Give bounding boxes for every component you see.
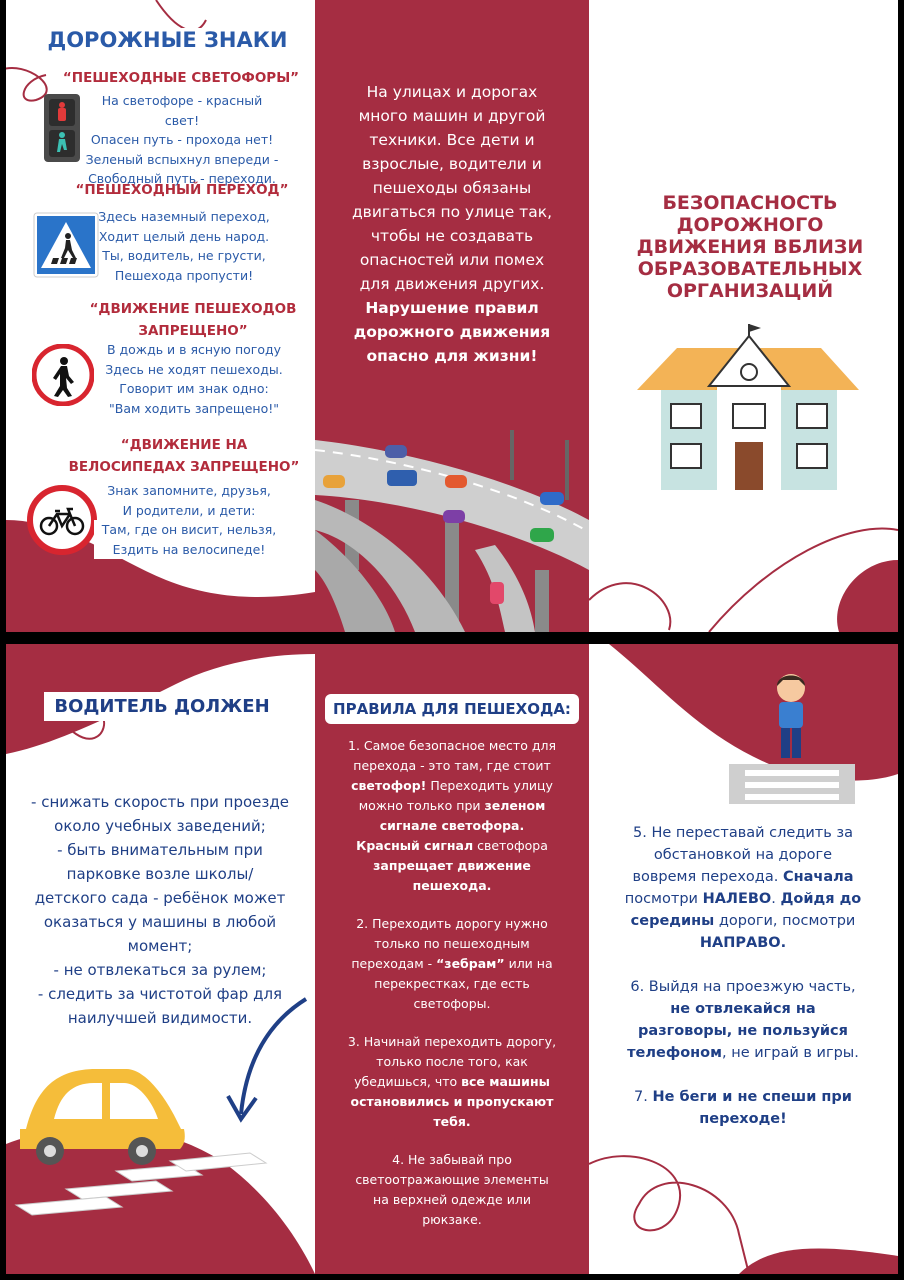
sign-title: “ПЕШЕХОДНЫЙ ПЕРЕХОД” bbox=[75, 182, 289, 198]
pedestrian-traffic-light-icon bbox=[42, 92, 82, 164]
rule-text: 1. Самое безопасное место для bbox=[348, 738, 556, 753]
rule-line bbox=[603, 1042, 883, 1064]
rule-text: или на bbox=[504, 956, 553, 971]
rule-text: светофоры. bbox=[413, 996, 491, 1011]
sign-poem: На светофоре - красный свет! Опасен путь - прохода нет! Зеленый вспыхнул впереди - Свободный путь - переходи. bbox=[85, 93, 279, 186]
rule-line bbox=[329, 1210, 575, 1230]
car-and-crosswalk-illustration bbox=[6, 1049, 315, 1274]
rule-text: , не играй в игры. bbox=[722, 1045, 859, 1061]
rule-line bbox=[603, 976, 883, 998]
rule-text: перекрестках, где есть bbox=[374, 976, 530, 991]
pedestrian-crossing-sign-icon bbox=[33, 212, 99, 278]
decorative-wave bbox=[589, 0, 898, 632]
panel-top-right bbox=[589, 0, 898, 632]
rule-line bbox=[603, 822, 883, 844]
sign-title: “ПЕШЕХОДНЫЕ СВЕТОФОРЫ” bbox=[62, 70, 300, 86]
rule-bold-text: Не беги и не спеши при bbox=[652, 1089, 852, 1105]
rule-bold-text: пешехода. bbox=[412, 878, 492, 893]
rule-text: дороги, посмотри bbox=[714, 913, 856, 929]
rule-line bbox=[329, 1170, 575, 1190]
rule-6 bbox=[603, 976, 883, 1064]
rule-line bbox=[329, 736, 575, 756]
panel-top-middle bbox=[315, 0, 589, 632]
section-heading: ПРАВИЛА ДЛЯ ПЕШЕХОДА: bbox=[325, 694, 579, 724]
rule-line bbox=[329, 756, 575, 776]
rule-bold-text: переходе! bbox=[699, 1111, 787, 1127]
rule-text: Переходить улицу bbox=[426, 778, 553, 793]
section-heading: ДОРОЖНЫЕ ЗНАКИ bbox=[40, 28, 295, 52]
rule-5 bbox=[603, 822, 883, 954]
rule-text: 7. bbox=[634, 1089, 653, 1105]
rule-bold-text: сигнале светофора. bbox=[379, 818, 525, 833]
rule-bold-text: тебя. bbox=[433, 1114, 471, 1129]
rule-3 bbox=[329, 1032, 575, 1132]
rule-bold-text: светофор! bbox=[351, 778, 427, 793]
rule-text: рюкзаке. bbox=[422, 1212, 482, 1227]
rule-text: 5. Не переставай следить за bbox=[633, 825, 853, 841]
rule-line bbox=[329, 1092, 575, 1112]
rule-bold-text: середины bbox=[630, 913, 715, 929]
panel-bottom-middle bbox=[315, 644, 589, 1274]
rule-line bbox=[603, 910, 883, 932]
rule-bold-text: “зебрам” bbox=[436, 956, 505, 971]
rule-text: 2. Переходить дорогу нужно bbox=[356, 916, 548, 931]
sign-title: “ДВИЖЕНИЕ ПЕШЕХОДОВ ЗАПРЕЩЕНО” bbox=[89, 301, 297, 339]
rule-bold-text: НАЛЕВО bbox=[702, 891, 772, 907]
rule-text: на верхней одежде или bbox=[373, 1192, 531, 1207]
rule-line bbox=[603, 1108, 883, 1130]
rule-text: вовремя перехода. bbox=[632, 869, 783, 885]
rule-line bbox=[329, 954, 575, 974]
rule-line bbox=[329, 1032, 575, 1052]
rule-line bbox=[329, 1072, 575, 1092]
sign-poem: В дождь и в ясную погоду Здесь не ходят пешеходы. Говорит им знак одно: "Вам ходить запрещено!" bbox=[105, 342, 283, 416]
pedestrian-rules bbox=[329, 736, 575, 1230]
sign-title: “ДВИЖЕНИЕ НА ВЕЛОСИПЕДАХ ЗАПРЕЩЕНО” bbox=[68, 437, 300, 475]
rule-line bbox=[329, 816, 575, 836]
rule-line bbox=[329, 1112, 575, 1132]
rule-text: светофора bbox=[473, 838, 548, 853]
rule-text: светоотражающие элементы bbox=[355, 1172, 549, 1187]
rule-line bbox=[329, 994, 575, 1014]
sign-poem: Здесь наземный переход, Ходит целый день народ. Ты, водитель, не грусти, Пешехода пропусти! bbox=[98, 209, 270, 283]
sign-poem: Знак запомните, друзья, И родители, и дети: Там, где он висит, нельзя, Ездить на велосипеде! bbox=[94, 481, 284, 559]
no-pedestrians-sign-icon bbox=[32, 344, 94, 406]
no-bicycles-sign-icon bbox=[26, 484, 98, 556]
rule-bold-text: запрещает движение bbox=[373, 858, 531, 873]
driver-duties: - снижать скорость при проезде около учебных заведений; - быть внимательным при парковке возле школы/ детского сада - ребёнок может оказаться у машины в любой момент; - не отвлекаться за рулем; - следить за чистотой фар для наилучшей видимости. bbox=[31, 793, 289, 1027]
brochure-title: БЕЗОПАСНОСТЬ ДОРОЖНОГО ДВИЖЕНИЯ ВБЛИЗИ ОБРАЗОВАТЕЛЬНЫХ ОРГАНИЗАЦИЙ bbox=[636, 192, 864, 302]
rule-2 bbox=[329, 914, 575, 1014]
school-building-illustration bbox=[637, 322, 859, 492]
rule-line bbox=[329, 914, 575, 934]
panel-top-left bbox=[6, 0, 315, 632]
rule-line bbox=[603, 998, 883, 1020]
rule-text: 6. Выйдя на проезжую часть, bbox=[630, 979, 856, 995]
rule-line bbox=[329, 1052, 575, 1072]
rule-text: переходам - bbox=[351, 956, 437, 971]
rule-bold-text: Дойдя до bbox=[780, 891, 862, 907]
pedestrian-rules-continued bbox=[603, 822, 883, 1130]
rule-line bbox=[329, 1190, 575, 1210]
panel-bottom-right bbox=[589, 644, 898, 1274]
rule-line bbox=[329, 776, 575, 796]
rule-line bbox=[603, 888, 883, 910]
rule-text: посмотри bbox=[624, 891, 703, 907]
rule-bold-text: НАПРАВО. bbox=[699, 935, 787, 951]
rule-text: перехода - это там, где стоит bbox=[353, 758, 551, 773]
rule-bold-text: Сначала bbox=[782, 869, 854, 885]
rule-bold-text: все машины bbox=[461, 1074, 550, 1089]
rule-text: убедишься, что bbox=[354, 1074, 462, 1089]
rule-bold-text: разговоры, не пользуйся bbox=[638, 1023, 848, 1039]
rule-text: . bbox=[771, 891, 781, 907]
rule-line bbox=[329, 796, 575, 816]
rule-bold-text: зеленом bbox=[484, 798, 546, 813]
rule-text: только после того, как bbox=[376, 1054, 528, 1069]
rule-text: обстановкой на дороге bbox=[653, 847, 833, 863]
rule-line bbox=[603, 932, 883, 954]
rule-text: 4. Не забывай про bbox=[392, 1152, 512, 1167]
highway-illustration bbox=[315, 420, 589, 632]
rule-bold-text: не отвлекайся на bbox=[670, 1001, 816, 1017]
rule-line bbox=[603, 1086, 883, 1108]
rule-line bbox=[329, 836, 575, 856]
rule-line bbox=[603, 1020, 883, 1042]
rule-bold-text: остановились и пропускают bbox=[350, 1094, 554, 1109]
rule-text: можно только при bbox=[358, 798, 485, 813]
rule-text: только по пешеходным bbox=[374, 936, 530, 951]
section-heading: ВОДИТЕЛЬ ДОЛЖЕН bbox=[44, 692, 280, 721]
rule-bold-text: Красный сигнал bbox=[356, 838, 474, 853]
rule-4 bbox=[329, 1150, 575, 1230]
panel-bottom-left bbox=[6, 644, 315, 1274]
rule-line bbox=[329, 974, 575, 994]
rule-line bbox=[329, 876, 575, 896]
rule-line bbox=[329, 856, 575, 876]
rule-line bbox=[603, 844, 883, 866]
rule-line bbox=[329, 1150, 575, 1170]
rule-line bbox=[329, 934, 575, 954]
rule-1 bbox=[329, 736, 575, 896]
child-on-crosswalk-illustration bbox=[729, 668, 859, 808]
rule-bold-text: телефоном bbox=[627, 1045, 722, 1061]
rule-line bbox=[603, 866, 883, 888]
rule-text: 3. Начинай переходить дорогу, bbox=[347, 1034, 557, 1049]
rule-7 bbox=[603, 1086, 883, 1130]
intro-text: На улицах и дорогах много машин и другой техники. Все дети и взрослые, водители и пешеходы обязаны двигаться по улице так, чтобы не создавать опасностей или помех для движения других. Нарушение правил дорожного движения опасно для жизни! bbox=[351, 83, 553, 365]
